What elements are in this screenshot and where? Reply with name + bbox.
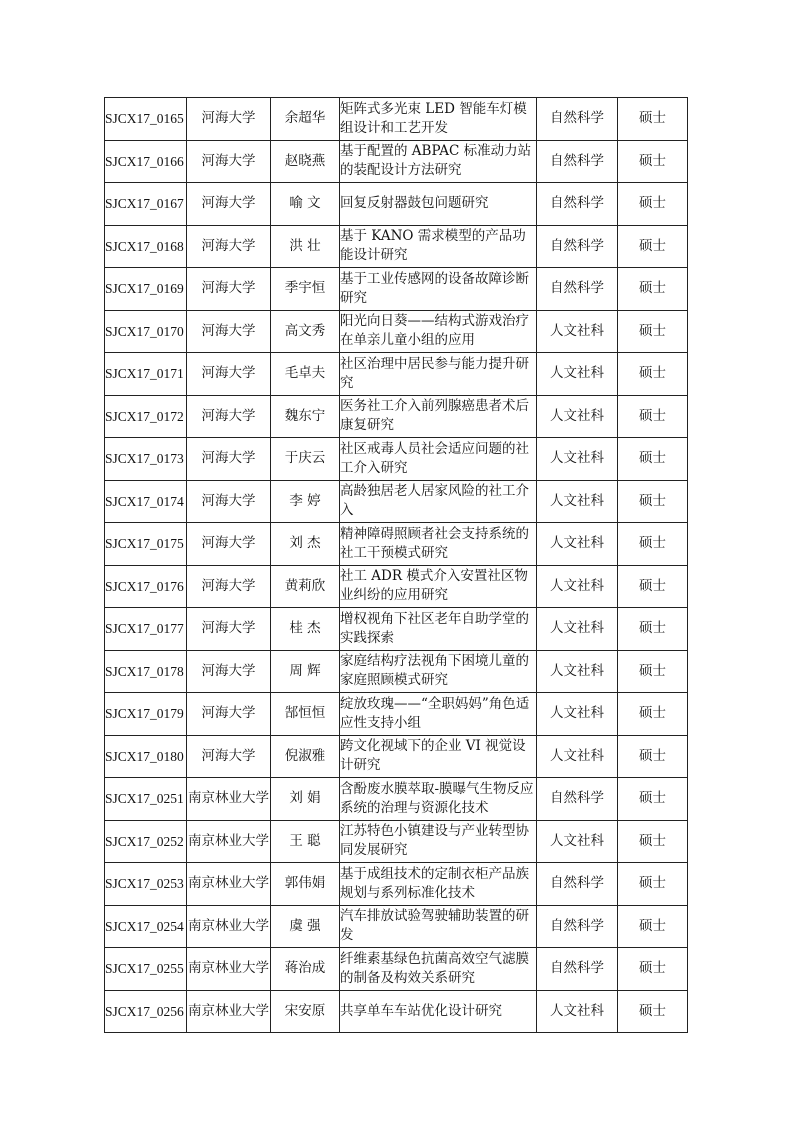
project-id-cell: SJCX17_0175 xyxy=(105,523,187,566)
person-name-cell: 洪 壮 xyxy=(271,225,340,268)
degree-cell: 硕士 xyxy=(618,608,688,651)
table-row xyxy=(105,523,688,566)
person-name-cell: 黄莉欣 xyxy=(271,565,340,608)
project-id-cell: SJCX17_0165 xyxy=(105,98,187,141)
table-row xyxy=(105,948,688,991)
category-cell: 人文社科 xyxy=(537,395,618,438)
project-title-cell: 基于成组技术的定制衣柜产品族规划与系列标准化技术 xyxy=(340,863,537,906)
project-id-cell: SJCX17_0174 xyxy=(105,480,187,523)
degree-cell: 硕士 xyxy=(618,438,688,481)
project-id-cell: SJCX17_0170 xyxy=(105,310,187,353)
project-title-cell: 社区治理中居民参与能力提升研究 xyxy=(340,353,537,396)
project-id-cell: SJCX17_0177 xyxy=(105,608,187,651)
school-cell: 河海大学 xyxy=(187,480,271,523)
degree-cell: 硕士 xyxy=(618,820,688,863)
project-title-cell: 汽车排放试验驾驶辅助装置的研发 xyxy=(340,905,537,948)
person-name-cell: 赵晓燕 xyxy=(271,140,340,183)
person-name-cell: 桂 杰 xyxy=(271,608,340,651)
school-cell: 河海大学 xyxy=(187,310,271,353)
school-cell: 河海大学 xyxy=(187,438,271,481)
category-cell: 人文社科 xyxy=(537,650,618,693)
school-cell: 河海大学 xyxy=(187,183,271,226)
table-row xyxy=(105,693,688,736)
table-row xyxy=(105,565,688,608)
table-row xyxy=(105,778,688,821)
category-cell: 自然科学 xyxy=(537,863,618,906)
school-cell: 南京林业大学 xyxy=(187,863,271,906)
school-cell: 河海大学 xyxy=(187,140,271,183)
person-name-cell: 郭伟娟 xyxy=(271,863,340,906)
project-id-cell: SJCX17_0179 xyxy=(105,693,187,736)
table-row xyxy=(105,820,688,863)
project-id-cell: SJCX17_0172 xyxy=(105,395,187,438)
degree-cell: 硕士 xyxy=(618,353,688,396)
degree-cell: 硕士 xyxy=(618,395,688,438)
table-row xyxy=(105,608,688,651)
degree-cell: 硕士 xyxy=(618,863,688,906)
category-cell: 自然科学 xyxy=(537,948,618,991)
project-title-cell: 社区戒毒人员社会适应问题的社工介入研究 xyxy=(340,438,537,481)
table-row xyxy=(105,990,688,1033)
project-title-cell: 基于 KANO 需求模型的产品功能设计研究 xyxy=(340,225,537,268)
degree-cell: 硕士 xyxy=(618,948,688,991)
project-id-cell: SJCX17_0178 xyxy=(105,650,187,693)
degree-cell: 硕士 xyxy=(618,268,688,311)
table-row xyxy=(105,480,688,523)
category-cell: 人文社科 xyxy=(537,735,618,778)
project-id-cell: SJCX17_0167 xyxy=(105,183,187,226)
category-cell: 人文社科 xyxy=(537,820,618,863)
person-name-cell: 倪淑雅 xyxy=(271,735,340,778)
project-id-cell: SJCX17_0253 xyxy=(105,863,187,906)
category-cell: 人文社科 xyxy=(537,523,618,566)
table-row xyxy=(105,98,688,141)
degree-cell: 硕士 xyxy=(618,990,688,1033)
category-cell: 自然科学 xyxy=(537,778,618,821)
project-title-cell: 江苏特色小镇建设与产业转型协同发展研究 xyxy=(340,820,537,863)
project-id-cell: SJCX17_0166 xyxy=(105,140,187,183)
table-row xyxy=(105,905,688,948)
person-name-cell: 毛卓夫 xyxy=(271,353,340,396)
project-id-cell: SJCX17_0168 xyxy=(105,225,187,268)
project-title-cell: 医务社工介入前列腺癌患者术后康复研究 xyxy=(340,395,537,438)
project-title-cell: 跨文化视域下的企业 VI 视觉设计研究 xyxy=(340,735,537,778)
table-row xyxy=(105,225,688,268)
school-cell: 河海大学 xyxy=(187,353,271,396)
school-cell: 河海大学 xyxy=(187,565,271,608)
degree-cell: 硕士 xyxy=(618,905,688,948)
school-cell: 南京林业大学 xyxy=(187,990,271,1033)
person-name-cell: 蒋治成 xyxy=(271,948,340,991)
project-id-cell: SJCX17_0171 xyxy=(105,353,187,396)
table-row xyxy=(105,863,688,906)
school-cell: 南京林业大学 xyxy=(187,778,271,821)
project-title-cell: 共享单车车站优化设计研究 xyxy=(340,990,537,1033)
degree-cell: 硕士 xyxy=(618,140,688,183)
project-title-cell: 含酚废水膜萃取-膜曝气生物反应系统的治理与资源化技术 xyxy=(340,778,537,821)
school-cell: 南京林业大学 xyxy=(187,905,271,948)
school-cell: 河海大学 xyxy=(187,735,271,778)
project-title-cell: 社工 ADR 模式介入安置社区物业纠纷的应用研究 xyxy=(340,565,537,608)
degree-cell: 硕士 xyxy=(618,565,688,608)
school-cell: 河海大学 xyxy=(187,395,271,438)
project-title-cell: 绽放玫瑰——“全职妈妈”角色适应性支持小组 xyxy=(340,693,537,736)
project-title-cell: 基于工业传感网的设备故障诊断研究 xyxy=(340,268,537,311)
school-cell: 南京林业大学 xyxy=(187,948,271,991)
project-table xyxy=(104,97,688,1033)
school-cell: 河海大学 xyxy=(187,693,271,736)
person-name-cell: 季宇恒 xyxy=(271,268,340,311)
category-cell: 自然科学 xyxy=(537,225,618,268)
degree-cell: 硕士 xyxy=(618,735,688,778)
person-name-cell: 李 婷 xyxy=(271,480,340,523)
project-title-cell: 精神障碍照顾者社会支持系统的社工干预模式研究 xyxy=(340,523,537,566)
category-cell: 人文社科 xyxy=(537,438,618,481)
degree-cell: 硕士 xyxy=(618,310,688,353)
degree-cell: 硕士 xyxy=(618,778,688,821)
category-cell: 自然科学 xyxy=(537,268,618,311)
category-cell: 人文社科 xyxy=(537,565,618,608)
project-id-cell: SJCX17_0256 xyxy=(105,990,187,1033)
category-cell: 人文社科 xyxy=(537,608,618,651)
school-cell: 河海大学 xyxy=(187,98,271,141)
degree-cell: 硕士 xyxy=(618,98,688,141)
degree-cell: 硕士 xyxy=(618,693,688,736)
project-id-cell: SJCX17_0176 xyxy=(105,565,187,608)
category-cell: 自然科学 xyxy=(537,140,618,183)
person-name-cell: 魏东宁 xyxy=(271,395,340,438)
category-cell: 人文社科 xyxy=(537,353,618,396)
person-name-cell: 郜恒恒 xyxy=(271,693,340,736)
project-id-cell: SJCX17_0252 xyxy=(105,820,187,863)
school-cell: 南京林业大学 xyxy=(187,820,271,863)
table-row xyxy=(105,268,688,311)
person-name-cell: 周 辉 xyxy=(271,650,340,693)
category-cell: 自然科学 xyxy=(537,183,618,226)
person-name-cell: 宋安原 xyxy=(271,990,340,1033)
category-cell: 自然科学 xyxy=(537,905,618,948)
degree-cell: 硕士 xyxy=(618,480,688,523)
project-id-cell: SJCX17_0173 xyxy=(105,438,187,481)
table-row xyxy=(105,395,688,438)
project-id-cell: SJCX17_0169 xyxy=(105,268,187,311)
person-name-cell: 王 聪 xyxy=(271,820,340,863)
person-name-cell: 高文秀 xyxy=(271,310,340,353)
project-title-cell: 基于配置的 ABPAC 标准动力站的装配设计方法研究 xyxy=(340,140,537,183)
table-row xyxy=(105,140,688,183)
project-id-cell: SJCX17_0251 xyxy=(105,778,187,821)
project-id-cell: SJCX17_0254 xyxy=(105,905,187,948)
project-title-cell: 阳光向日葵——结构式游戏治疗在单亲儿童小组的应用 xyxy=(340,310,537,353)
table-row xyxy=(105,183,688,226)
person-name-cell: 虞 强 xyxy=(271,905,340,948)
person-name-cell: 刘 杰 xyxy=(271,523,340,566)
project-title-cell: 矩阵式多光束 LED 智能车灯模组设计和工艺开发 xyxy=(340,98,537,141)
person-name-cell: 喻 文 xyxy=(271,183,340,226)
school-cell: 河海大学 xyxy=(187,608,271,651)
school-cell: 河海大学 xyxy=(187,268,271,311)
school-cell: 河海大学 xyxy=(187,523,271,566)
category-cell: 人文社科 xyxy=(537,693,618,736)
category-cell: 人文社科 xyxy=(537,990,618,1033)
person-name-cell: 刘 娟 xyxy=(271,778,340,821)
table-row xyxy=(105,438,688,481)
degree-cell: 硕士 xyxy=(618,523,688,566)
degree-cell: 硕士 xyxy=(618,650,688,693)
person-name-cell: 余超华 xyxy=(271,98,340,141)
project-title-cell: 回复反射器鼓包问题研究 xyxy=(340,183,537,226)
table-row xyxy=(105,735,688,778)
category-cell: 人文社科 xyxy=(537,480,618,523)
degree-cell: 硕士 xyxy=(618,183,688,226)
project-title-cell: 高龄独居老人居家风险的社工介入 xyxy=(340,480,537,523)
degree-cell: 硕士 xyxy=(618,225,688,268)
school-cell: 河海大学 xyxy=(187,225,271,268)
project-id-cell: SJCX17_0255 xyxy=(105,948,187,991)
table-row xyxy=(105,353,688,396)
project-title-cell: 增权视角下社区老年自助学堂的实践探索 xyxy=(340,608,537,651)
category-cell: 人文社科 xyxy=(537,310,618,353)
project-title-cell: 纤维素基绿色抗菌高效空气滤膜的制备及构效关系研究 xyxy=(340,948,537,991)
table-row xyxy=(105,650,688,693)
person-name-cell: 于庆云 xyxy=(271,438,340,481)
project-title-cell: 家庭结构疗法视角下困境儿童的家庭照顾模式研究 xyxy=(340,650,537,693)
category-cell: 自然科学 xyxy=(537,98,618,141)
school-cell: 河海大学 xyxy=(187,650,271,693)
project-id-cell: SJCX17_0180 xyxy=(105,735,187,778)
table-row xyxy=(105,310,688,353)
